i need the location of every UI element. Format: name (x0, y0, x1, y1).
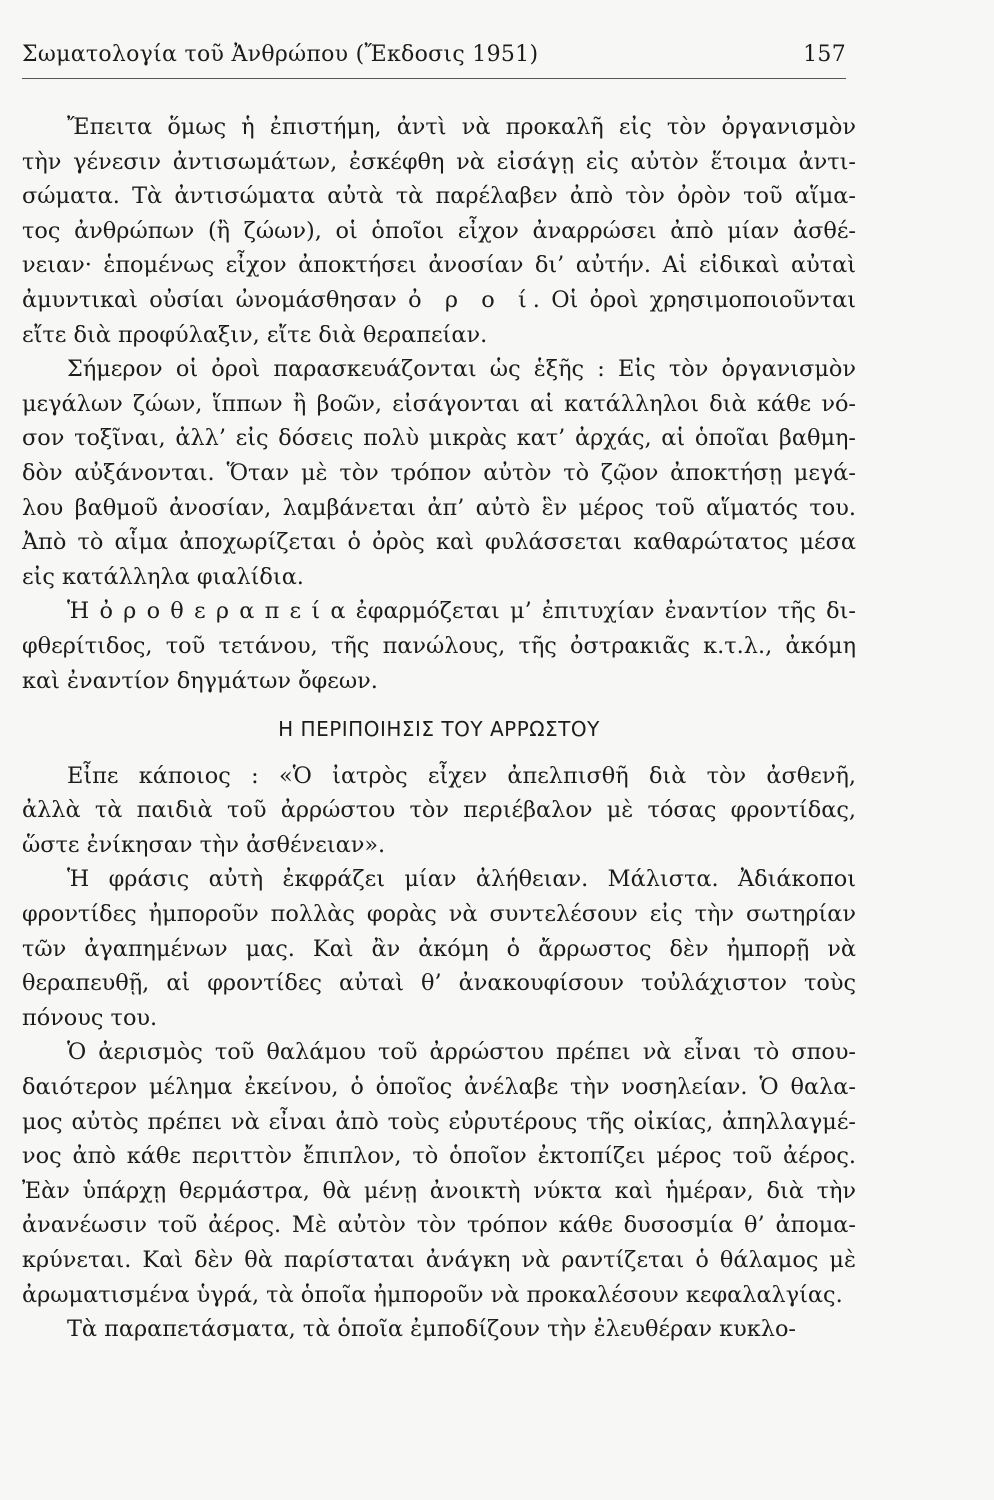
text-line: φροντίδες ἠμποροῦν πολλὰς φορὰς νὰ συντελέσουν εἰς τὴν σωτηρίαν (22, 901, 856, 928)
text-line: Σήμερον οἱ ὀροὶ παρασκευάζονται ὡς ἑξῆς : Εἰς τὸν ὀργανισμὸν (67, 356, 856, 383)
text-line: τῶν ἀγαπημένων μας. Καὶ ἂν ἀκόμη ὁ ἄρρωστος δὲν ἠμπορῇ νὰ (22, 935, 856, 962)
paragraph (22, 352, 856, 594)
paragraph (22, 1035, 856, 1312)
text-line: Ἐὰν ὑπάρχῃ θερμάστρα, θὰ μένῃ ἀνοικτὴ νύκτα καὶ ἡμέραν, διὰ τὴν (22, 1177, 856, 1204)
section-title: Η ΠΕΡΙΠΟΙΗΣΙΣ ΤΟΥ ΑΡΡΩΣΤΟΥ (278, 717, 600, 742)
paragraph (22, 110, 856, 352)
running-title: Σωματολογία τοῦ Ἀνθρώπου (Ἔκδοσις 1951) (22, 42, 539, 67)
text-line: φθερίτιδος, τοῦ τετάνου, τῆς πανώλους, τῆς ὀστρακιᾶς κ.τ.λ., ἀκόμη (22, 632, 856, 659)
text-line: μος αὐτὸς πρέπει νὰ εἶναι ἀπὸ τοὺς εὐρυτέρους τῆς οἰκίας, ἀπηλλαγμέ- (22, 1108, 856, 1135)
text-line: ὥστε ἐνίκησαν τὴν ἀσθένειαν». (22, 831, 386, 858)
running-header (22, 42, 846, 67)
text-line: τὴν γένεσιν ἀντισωμάτων, ἐσκέφθη νὰ εἰσάγῃ εἰς αὐτὸν ἕτοιμα ἀντι- (22, 148, 856, 175)
text-line: Εἶπε κάποιος : «Ὁ ἰατρὸς εἶχεν ἀπελπισθῆ διὰ τὸν ἀσθενῆ, (67, 762, 856, 789)
text-line: ἀνανέωσιν τοῦ ἀέρος. Μὲ αὐτὸν τὸν τρόπον κάθε δυσοσμία θ’ ἀπομα- (22, 1212, 856, 1239)
text-line: σον τοξῖναι, ἀλλ’ εἰς δόσεις πολὺ μικρὰς κατ’ ἀρχάς, αἱ ὁποῖαι βαθμη- (22, 425, 856, 452)
text-line: δὸν αὐξάνονται. Ὅταν μὲ τὸν τρόπον αὐτὸν τὸ ζῷον ἀποκτήσῃ μεγά- (22, 459, 856, 486)
text-line: λου βαθμοῦ ἀνοσίαν, λαμβάνεται ἀπ’ αὐτὸ ἓν μέρος τοῦ αἵματός του. (22, 494, 856, 521)
text-line: σώματα. Τὰ ἀντισώματα αὐτὰ τὰ παρέλαβεν ἀπὸ τὸν ὀρὸν τοῦ αἵμα- (22, 183, 856, 210)
text-line: καὶ ἐναντίον δηγμάτων ὄφεων. (22, 667, 378, 694)
paragraph (22, 862, 856, 1035)
text-line: ἀμυντικαὶ οὐσίαι ὠνομάσθησαν ὀ ρ ο ί. Οἱ ὀροὶ χρησιμοποιοῦνται (22, 286, 856, 313)
text-line: Ἡ ὀ ρ ο θ ε ρ α π ε ί α ἐφαρμόζεται μ’ ἐπιτυχίαν ἐναντίον τῆς δι- (67, 598, 856, 625)
text-line: Ἀπὸ τὸ αἷμα ἀποχωρίζεται ὁ ὀρὸς καὶ φυλάσσεται καθαρώτατος μέσα (22, 529, 856, 556)
text-line: ἀλλὰ τὰ παιδιὰ τοῦ ἀρρώστου τὸν περιέβαλον μὲ τόσας φροντίδας, (22, 797, 856, 824)
text-line: Ἡ φράσις αὐτὴ ἐκφράζει μίαν ἀλήθειαν. Μάλιστα. Ἀδιάκοποι (67, 866, 856, 893)
paragraph (22, 1312, 856, 1347)
paragraph (22, 594, 856, 698)
page-number: 157 (803, 42, 846, 67)
text-line: θεραπευθῇ, αἱ φροντίδες αὐταὶ θ’ ἀνακουφίσουν τοὐλάχιστον τοὺς (22, 970, 856, 997)
text-line: τος ἀνθρώπων (ἢ ζώων), οἱ ὁποῖοι εἶχον ἀναρρώσει ἀπὸ μίαν ἀσθέ- (22, 217, 856, 244)
text-line: Τὰ παραπετάσματα, τὰ ὁποῖα ἐμποδίζουν τὴν ἐλευθέραν κυκλο- (67, 1316, 796, 1343)
text-line: Ὁ ἀερισμὸς τοῦ θαλάμου τοῦ ἀρρώστου πρέπει νὰ εἶναι τὸ σπου- (67, 1039, 856, 1066)
text-line: νειαν· ἑπομένως εἶχον ἀποκτήσει ἀνοσίαν δι’ αὐτήν. Αἱ εἰδικαὶ αὐταὶ (22, 252, 856, 279)
text-line: εἰς κατάλληλα φιαλίδια. (22, 563, 304, 590)
body-part-two (22, 759, 856, 1347)
text-line: μεγάλων ζώων, ἵππων ἢ βοῶν, εἰσάγονται αἱ κατάλληλοι διὰ κάθε νό- (22, 390, 856, 417)
header-rule (22, 78, 846, 79)
page-body (22, 110, 856, 1347)
text-line: Ἔπειτα ὅμως ἡ ἐπιστήμη, ἀντὶ νὰ προκαλῆ εἰς τὸν ὀργανισμὸν (67, 114, 856, 140)
paragraph (22, 759, 856, 863)
text-line: νος ἀπὸ κάθε περιττὸν ἔπιπλον, τὸ ὁποῖον ἐκτοπίζει μέρος τοῦ ἀέρος. (22, 1143, 856, 1170)
body-part-one (22, 110, 856, 698)
text-line: δαιότερον μέλημα ἐκείνου, ὁ ὁποῖος ἀνέλαβε τὴν νοσηλείαν. Ὁ θαλα- (22, 1074, 856, 1101)
text-line: κρύνεται. Καὶ δὲν θὰ παρίσταται ἀνάγκη νὰ ραντίζεται ὁ θάλαμος μὲ (22, 1247, 856, 1273)
text-line: ἀρωματισμένα ὑγρά, τὰ ὁποῖα ἠμποροῦν νὰ προκαλέσουν κεφαλαλγίας. (22, 1281, 843, 1308)
text-line: εἴτε διὰ προφύλαξιν, εἴτε διὰ θεραπείαν. (22, 321, 488, 348)
text-line: πόνους του. (22, 1004, 158, 1031)
